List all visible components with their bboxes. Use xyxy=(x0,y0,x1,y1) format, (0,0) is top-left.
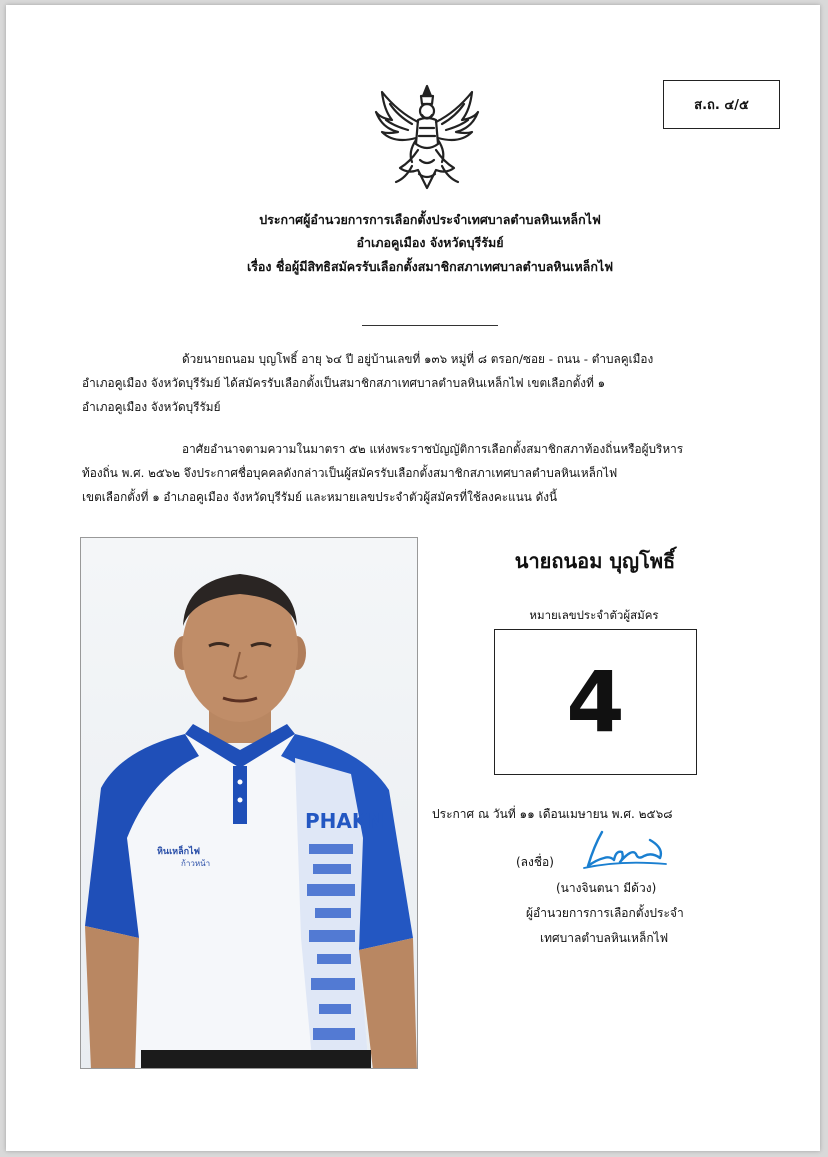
candidate-number-caption: หมายเลขประจำตัวผู้สมัคร xyxy=(529,608,659,622)
candidate-photo xyxy=(80,537,418,1069)
signer-title-line-1: ผู้อำนวยการการเลือกตั้งประจำ xyxy=(526,906,684,920)
candidate-portrait-illustration xyxy=(81,538,418,1069)
shirt-logo-line-1: หินเหล็กไฟ xyxy=(157,847,200,857)
divider xyxy=(362,325,498,326)
candidate-number-box xyxy=(494,629,697,775)
paragraph-2-line-3: เขตเลือกตั้งที่ ๑ อำเภอคูเมือง จังหวัดบุรีรัมย์ และหมายเลขประจำตัวผู้สมัครที่ใช้ลงคะแนน ดังนี้ xyxy=(82,490,558,504)
heading-line-1: ประกาศผู้อำนวยการการเลือกตั้งประจำเทศบาลตำบลหินเหล็กไฟ xyxy=(259,212,601,227)
signer-name: (นางจินตนา มีด้วง) xyxy=(556,881,657,895)
candidate-number: 4 xyxy=(566,653,625,751)
paragraph-1-line-1: ด้วยนายถนอม บุญโพธิ์ อายุ ๖๔ ปี อยู่บ้านเลขที่ ๑๓๖ หมู่ที่ ๘ ตรอก/ซอย - ถนน - ตำบลคูเมือง xyxy=(182,352,654,366)
paragraph-1-line-2: อำเภอคูเมือง จังหวัดบุรีรัมย์ ได้สมัครรับเลือกตั้งเป็นสมาชิกสภาเทศบาลตำบลหินเหล็กไฟ เขตเลือกตั้งที่ ๑ xyxy=(82,376,606,390)
paragraph-2 xyxy=(82,437,754,509)
paragraph-1 xyxy=(82,347,754,419)
paragraph-1-line-3: อำเภอคูเมือง จังหวัดบุรีรัมย์ xyxy=(82,400,221,414)
candidate-name: นายถนอม บุญโพธิ์ xyxy=(514,549,676,573)
signature-icon xyxy=(580,826,672,874)
heading-line-2: อำเภอคูเมือง จังหวัดบุรีรัมย์ xyxy=(356,235,504,250)
announcement-date: ประกาศ ณ วันที่ ๑๑ เดือนเมษายน พ.ศ. ๒๕๖๘ xyxy=(432,807,673,821)
shirt-print-text: PHAKN xyxy=(305,809,385,833)
paragraph-2-line-2: ท้องถิ่น พ.ศ. ๒๕๖๒ จึงประกาศชื่อบุคคลดังกล่าวเป็นผู้สมัครรับเลือกตั้งสมาชิกสภาเทศบาลตำบลหินเหล็กไฟ xyxy=(82,466,618,480)
paragraph-2-line-1: อาศัยอำนาจตามความในมาตรา ๕๒ แห่งพระราชบัญญัติการเลือกตั้งสมาชิกสภาท้องถิ่นหรือผู้บริหาร xyxy=(182,442,684,456)
heading-subject: เรื่อง ชื่อผู้มีสิทธิสมัครรับเลือกตั้งสมาชิกสภาเทศบาลตำบลหินเหล็กไฟ xyxy=(246,259,614,274)
form-code: ส.ถ. ๔/๕ xyxy=(694,98,749,113)
shirt-logo-line-2: ก้าวหน้า xyxy=(181,859,211,868)
garuda-emblem-icon xyxy=(372,82,482,194)
form-code-box xyxy=(663,80,780,129)
signed-label: (ลงชื่อ) xyxy=(516,855,554,869)
signer-title-line-2: เทศบาลตำบลหินเหล็กไฟ xyxy=(540,931,669,945)
